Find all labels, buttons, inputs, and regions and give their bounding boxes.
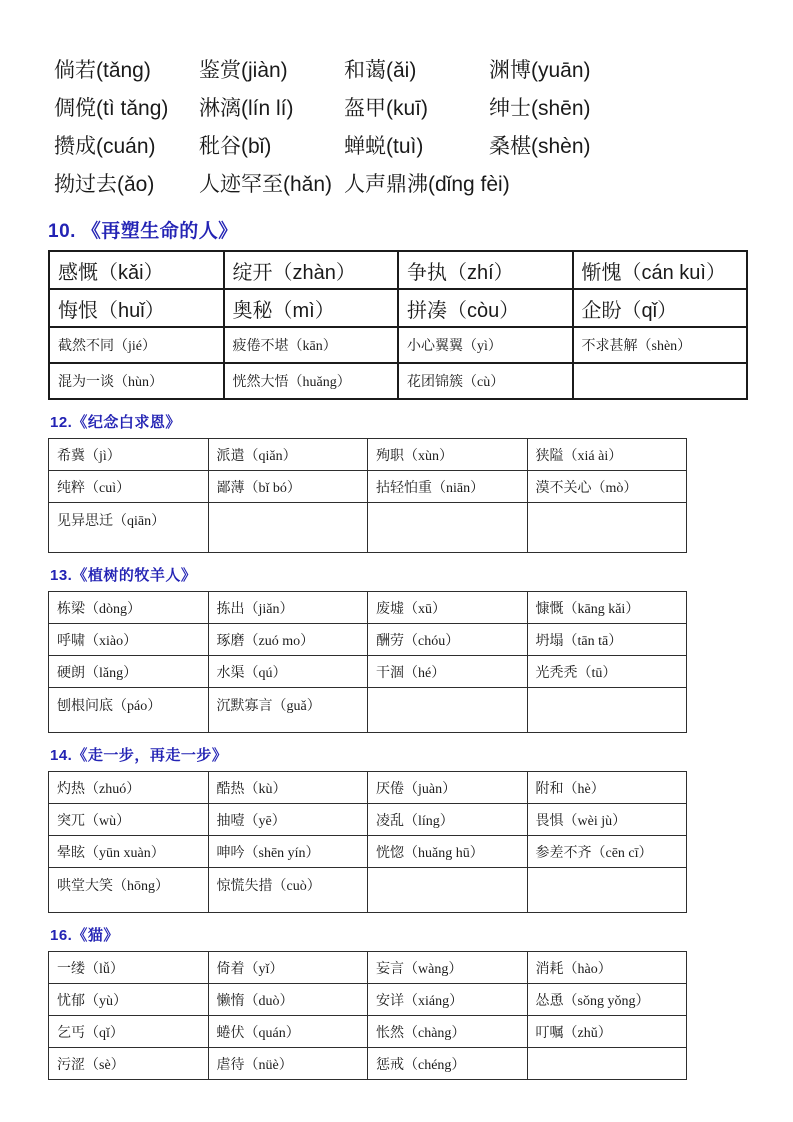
vocab-cell: 灼热（zhuó） — [49, 772, 209, 804]
vocab-cell: 漠不关心（mò） — [527, 471, 687, 503]
vocab-cell: 惭愧（cán kuì） — [573, 251, 748, 289]
vocab-cell: 栋梁（dòng） — [49, 592, 209, 624]
vocab-cell: 呼啸（xiào） — [49, 624, 209, 656]
vocab-cell: 绽开（zhàn） — [224, 251, 399, 289]
vocab-cell: 懒惰（duò） — [208, 984, 368, 1016]
vocab-cell: 酬劳（chóu） — [368, 624, 528, 656]
vocab-cell: 晕眩（yūn xuàn） — [49, 836, 209, 868]
vocab-cell — [527, 868, 687, 913]
section-title-lesson16: 16.《猫》 — [50, 927, 119, 944]
vocab-cell: 琢磨（zuó mo） — [208, 624, 368, 656]
vocab-cell: 奥秘（mì） — [224, 289, 399, 327]
vocab-cell: 坍塌（tān tā） — [527, 624, 687, 656]
vocab-cell: 派遣（qiǎn） — [208, 439, 368, 471]
word-item: 淋漓(lín lí) — [199, 97, 294, 120]
vocab-cell: 水渠（qú） — [208, 656, 368, 688]
vocab-cell: 拈轻怕重（niān） — [368, 471, 528, 503]
vocab-cell: 凌乱（líng） — [368, 804, 528, 836]
vocab-cell: 硬朗（lǎng） — [49, 656, 209, 688]
vocab-cell: 参差不齐（cēn cī） — [527, 836, 687, 868]
word-item: 渊博(yuān) — [489, 59, 591, 82]
vocab-cell: 忧郁（yù） — [49, 984, 209, 1016]
word-item: 秕谷(bǐ) — [199, 135, 272, 158]
word-item: 蝉蜕(tuì) — [344, 135, 424, 158]
section-title-lesson12: 12.《纪念白求恩》 — [50, 414, 181, 431]
word-list-line — [54, 50, 748, 88]
vocab-cell: 恍惚（huǎng hū） — [368, 836, 528, 868]
vocab-cell: 干涸（hé） — [368, 656, 528, 688]
vocab-cell: 安详（xiáng） — [368, 984, 528, 1016]
vocab-cell: 殉职（xùn） — [368, 439, 528, 471]
vocab-cell: 鄙薄（bǐ bó） — [208, 471, 368, 503]
vocab-cell — [527, 503, 687, 553]
vocab-cell: 狭隘（xiá ài） — [527, 439, 687, 471]
vocab-cell: 虐待（nüè） — [208, 1048, 368, 1080]
vocab-cell: 蜷伏（quán） — [208, 1016, 368, 1048]
vocab-cell: 惊慌失措（cuò） — [208, 868, 368, 913]
table-row — [49, 327, 747, 363]
vocab-cell: 叮嘱（zhǔ） — [527, 1016, 687, 1048]
vocab-cell: 拣出（jiǎn） — [208, 592, 368, 624]
vocab-cell — [368, 688, 528, 733]
vocab-cell: 拼凑（còu） — [398, 289, 573, 327]
table-row — [49, 772, 687, 804]
vocab-table-lesson12 — [48, 438, 687, 553]
vocab-cell: 光秃秃（tū） — [527, 656, 687, 688]
table-row — [49, 688, 687, 733]
vocab-cell: 恍然大悟（huǎng） — [224, 363, 399, 399]
word-item: 盔甲(kuī) — [344, 97, 428, 120]
table-row — [49, 624, 687, 656]
vocab-cell — [368, 868, 528, 913]
table-row — [49, 592, 687, 624]
vocab-cell: 怂恿（sǒng yǒng） — [527, 984, 687, 1016]
vocab-cell: 见异思迁（qiān） — [49, 503, 209, 553]
word-item: 倜傥(tì tǎng) — [54, 97, 169, 120]
word-item: 鉴赏(jiàn) — [199, 59, 288, 82]
vocab-cell: 怅然（chàng） — [368, 1016, 528, 1048]
vocab-cell: 呻吟（shēn yín） — [208, 836, 368, 868]
table-row — [49, 868, 687, 913]
vocab-cell — [527, 1048, 687, 1080]
table-row — [49, 503, 687, 553]
table-row — [49, 439, 687, 471]
table-row — [49, 804, 687, 836]
table-row — [49, 363, 747, 399]
vocab-table-lesson14 — [48, 771, 687, 913]
vocab-cell: 污涩（sè） — [49, 1048, 209, 1080]
word-item: 桑椹(shèn) — [489, 135, 591, 158]
table-row — [49, 1016, 687, 1048]
word-item: 和蔼(ǎi) — [344, 59, 417, 82]
vocab-cell: 倚着（yǐ） — [208, 952, 368, 984]
vocab-cell: 截然不同（jié） — [49, 327, 224, 363]
word-list-line — [54, 164, 748, 202]
vocab-cell: 酷热（kù） — [208, 772, 368, 804]
vocab-cell: 废墟（xū） — [368, 592, 528, 624]
vocab-cell: 疲倦不堪（kān） — [224, 327, 399, 363]
vocab-cell: 慷慨（kāng kǎi） — [527, 592, 687, 624]
vocab-cell — [368, 503, 528, 553]
vocab-cell: 附和（hè） — [527, 772, 687, 804]
vocab-cell: 感慨（kǎi） — [49, 251, 224, 289]
table-row — [49, 251, 747, 289]
table-row — [49, 836, 687, 868]
vocab-cell — [527, 688, 687, 733]
word-item: 攒成(cuán) — [54, 135, 156, 158]
word-item: 人迹罕至(hǎn) — [199, 173, 333, 196]
table-row — [49, 471, 687, 503]
word-item: 拗过去(ǎo) — [54, 173, 155, 196]
vocab-cell: 希冀（jì） — [49, 439, 209, 471]
word-item: 人声鼎沸(dǐng fèi) — [344, 173, 510, 196]
table-row — [49, 1048, 687, 1080]
vocab-cell: 消耗（hào） — [527, 952, 687, 984]
vocab-cell: 突兀（wù） — [49, 804, 209, 836]
section-title-lesson10: 10. 《再塑生命的人》 — [48, 221, 238, 242]
vocab-cell: 企盼（qǐ） — [573, 289, 748, 327]
word-list — [54, 50, 748, 202]
vocab-cell: 纯粹（cuì） — [49, 471, 209, 503]
vocab-table-lesson13 — [48, 591, 687, 733]
vocab-table-lesson16 — [48, 951, 687, 1080]
table-row — [49, 289, 747, 327]
vocab-cell: 混为一谈（hùn） — [49, 363, 224, 399]
vocab-cell: 争执（zhí） — [398, 251, 573, 289]
vocab-cell: 一缕（lǚ） — [49, 952, 209, 984]
vocab-cell: 乞丐（qǐ） — [49, 1016, 209, 1048]
vocab-cell: 小心翼翼（yì） — [398, 327, 573, 363]
vocab-cell: 惩戒（chéng） — [368, 1048, 528, 1080]
word-item: 倘若(tǎng) — [54, 59, 151, 82]
vocab-cell: 哄堂大笑（hōng） — [49, 868, 209, 913]
section-title-lesson14: 14.《走一步，再走一步》 — [50, 747, 228, 764]
section-title-lesson13: 13.《植树的牧羊人》 — [50, 567, 197, 584]
vocab-cell — [573, 363, 748, 399]
vocab-cell: 不求甚解（shèn） — [573, 327, 748, 363]
vocab-cell: 畏惧（wèi jù） — [527, 804, 687, 836]
word-list-line — [54, 126, 748, 164]
vocab-table-lesson10 — [48, 250, 748, 400]
vocab-cell: 抽噎（yē） — [208, 804, 368, 836]
vocab-cell: 沉默寡言（guǎ） — [208, 688, 368, 733]
word-item: 绅士(shēn) — [489, 97, 591, 120]
word-list-line — [54, 88, 748, 126]
table-row — [49, 656, 687, 688]
vocab-cell: 妄言（wàng） — [368, 952, 528, 984]
vocab-cell — [208, 503, 368, 553]
table-row — [49, 952, 687, 984]
table-row — [49, 984, 687, 1016]
vocab-cell: 厌倦（juàn） — [368, 772, 528, 804]
vocab-cell: 花团锦簇（cù） — [398, 363, 573, 399]
vocab-cell: 悔恨（huǐ） — [49, 289, 224, 327]
vocab-cell: 刨根问底（páo） — [49, 688, 209, 733]
